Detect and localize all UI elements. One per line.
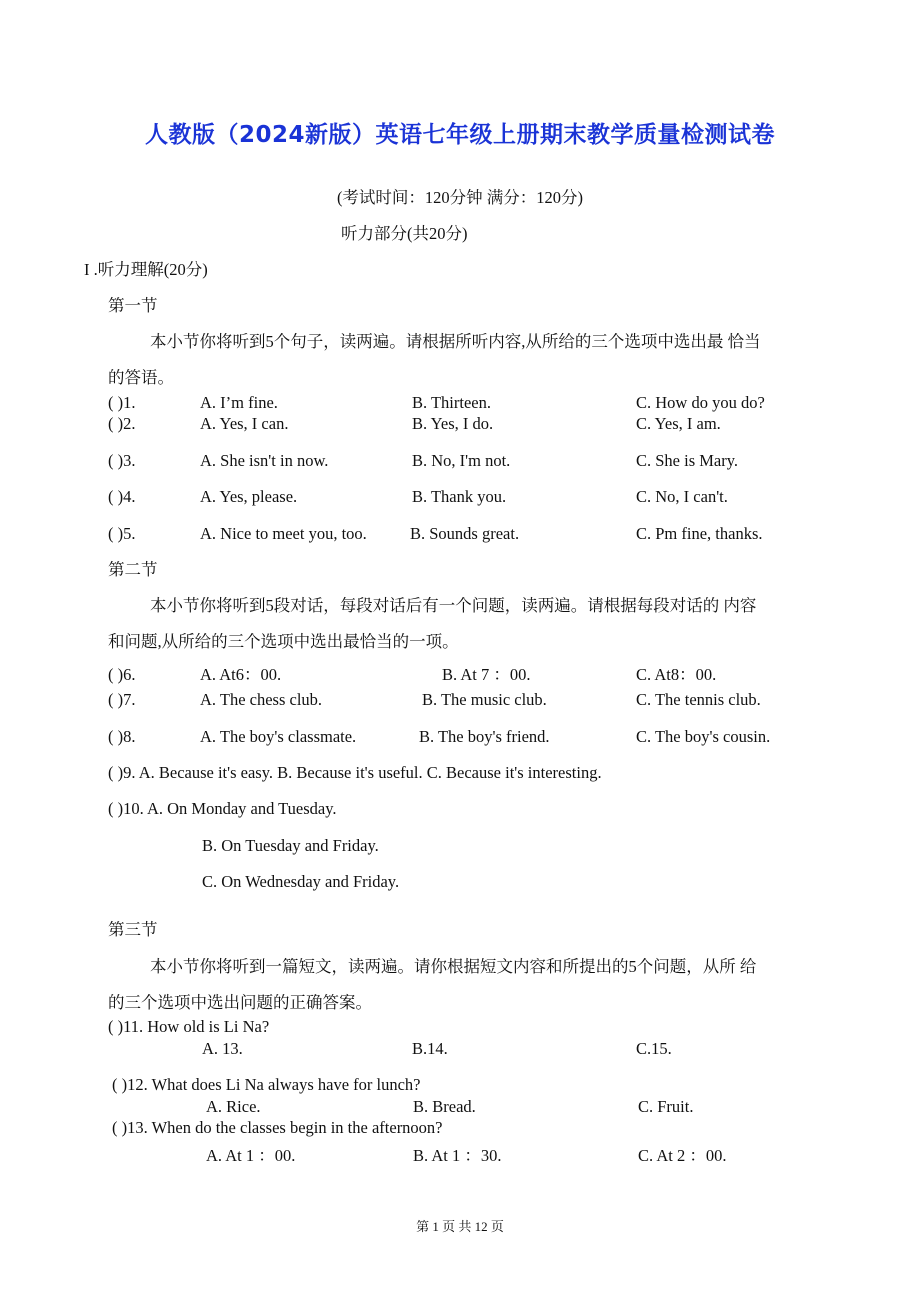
option-b: B. The boy's friend. xyxy=(419,727,550,746)
option-c: C. Fruit. xyxy=(638,1097,694,1116)
option-a: A. 13. xyxy=(202,1039,243,1058)
option-a: A. Nice to meet you, too. xyxy=(200,524,367,543)
question-10: ( )10. A. On Monday and Tuesday. xyxy=(108,799,337,818)
part3-label: 第三节 xyxy=(108,920,158,939)
option-b: B. On Tuesday and Friday. xyxy=(202,836,379,855)
option-c: C. At8：00. xyxy=(636,665,717,684)
section-heading: I .听力理解(20分) xyxy=(84,260,208,279)
part2-instruction: 本小节你将听到5段对话，每段对话后有一个问题，读两遍。请根据每段对话的 内容 xyxy=(150,596,757,615)
option-a: A. I’m fine. xyxy=(200,393,278,412)
option-c: C. Pm fine, thanks. xyxy=(636,524,763,543)
option-b: B. Bread. xyxy=(413,1097,476,1116)
option-c: C. On Wednesday and Friday. xyxy=(202,872,400,891)
option-b: B. Thank you. xyxy=(412,487,507,506)
option-c: C. How do you do? xyxy=(636,393,765,412)
option-b: B. Thirteen. xyxy=(412,393,491,412)
part3-instruction: 本小节你将听到一篇短文，读两遍。请你根据短文内容和所提出的5个问题，从所 给 xyxy=(150,957,757,976)
option-a: A. Yes, I can. xyxy=(200,414,289,433)
page-title: 人教版（2024新版）英语七年级上册期末教学质量检测试卷 xyxy=(144,122,775,148)
question-number: ( )8. xyxy=(108,727,136,746)
option-a: A. The chess club. xyxy=(200,690,323,709)
option-a: A. Yes, please. xyxy=(200,487,298,506)
question-9: ( )9. A. Because it's easy. B. Because it's useful. C. Because it's interesting. xyxy=(108,763,602,782)
option-a: A. The boy's classmate. xyxy=(200,727,357,746)
question-number: ( )7. xyxy=(108,690,136,709)
option-b: B.14. xyxy=(412,1039,448,1058)
option-c: C. No, I can't. xyxy=(636,487,728,506)
option-b: B. Yes, I do. xyxy=(412,414,494,433)
option-c: C. She is Mary. xyxy=(636,451,739,470)
part3-instruction-cont: 的三个选项中选出问题的正确答案。 xyxy=(108,993,372,1012)
listening-header: 听力部分(共20分) xyxy=(341,224,468,243)
question-11: ( )11. How old is Li Na? xyxy=(108,1017,270,1036)
question-number: ( )1. xyxy=(108,393,136,412)
question-13: ( )13. When do the classes begin in the afternoon? xyxy=(112,1118,443,1137)
question-number: ( )2. xyxy=(108,414,136,433)
question-number: ( )4. xyxy=(108,487,136,506)
option-a: A. At 1 ：00. xyxy=(206,1146,296,1165)
option-a: A. She isn't in now. xyxy=(200,451,329,470)
option-c: C. The tennis club. xyxy=(636,690,761,709)
part2-instruction-cont: 和问题,从所给的三个选项中选出最恰当的一项。 xyxy=(108,632,459,651)
page-footer: 第 1 页 共 12 页 xyxy=(416,1219,504,1234)
option-c: C.15. xyxy=(636,1039,672,1058)
option-b: B. At 7 ：00. xyxy=(442,665,531,684)
option-b: B. The music club. xyxy=(422,690,547,709)
option-b: B. At 1 ：30. xyxy=(413,1146,502,1165)
question-12: ( )12. What does Li Na always have for lunch? xyxy=(112,1075,421,1094)
option-b: B. No, I'm not. xyxy=(412,451,511,470)
option-c: C. Yes, I am. xyxy=(636,414,721,433)
option-c: C. The boy's cousin. xyxy=(636,727,771,746)
part1-label: 第一节 xyxy=(108,296,158,315)
part2-label: 第二节 xyxy=(108,560,158,579)
option-b: B. Sounds great. xyxy=(410,524,520,543)
part1-instruction: 本小节你将听到5个句子，读两遍。请根据所听内容,从所给的三个选项中选出最 恰当 xyxy=(150,332,761,351)
question-number: ( )5. xyxy=(108,524,136,543)
option-c: C. At 2 ：00. xyxy=(638,1146,727,1165)
question-number: ( )6. xyxy=(108,665,136,684)
exam-info: (考试时间：120分钟 满分：120分) xyxy=(336,188,584,207)
option-a: A. Rice. xyxy=(206,1097,261,1116)
question-number: ( )3. xyxy=(108,451,136,470)
part1-instruction-cont: 的答语。 xyxy=(108,368,174,387)
option-a: A. At6：00. xyxy=(200,665,282,684)
